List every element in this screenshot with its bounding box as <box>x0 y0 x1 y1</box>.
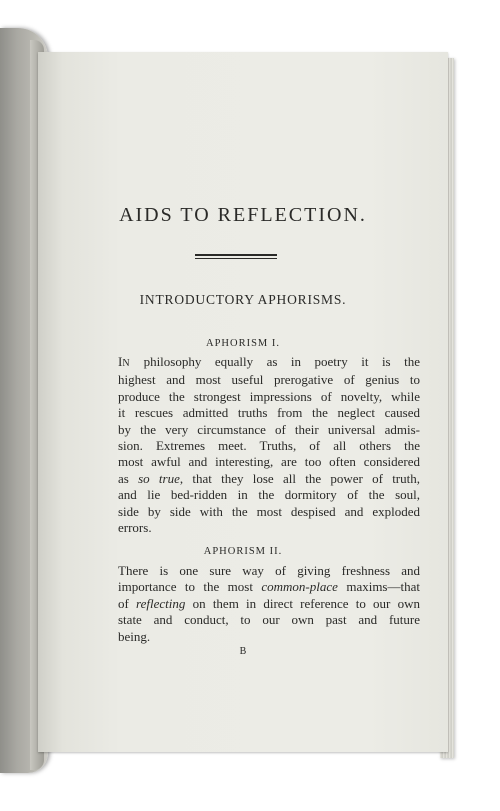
text-line: errors. <box>118 520 152 536</box>
aphorism-2-body <box>118 563 420 645</box>
text-line: side by side with the most despised and exploded <box>118 503 420 519</box>
text-line <box>118 471 420 487</box>
text-line: sion. Extremes meet. Truths, of all others the <box>118 438 420 454</box>
line-text: importance to the most <box>118 579 262 595</box>
line-text: , that they lose all the power of truth, <box>179 470 420 486</box>
aphorism-2-heading: APHORISM II. <box>203 546 283 557</box>
line-text: on them in direct reference to our own <box>185 595 420 611</box>
text-line <box>118 596 420 612</box>
line-text: philosophy equally as in poetry it is the <box>130 354 420 369</box>
italic-emphasis: reflecting <box>136 595 186 611</box>
page-title: AIDS TO REFLECTION. <box>119 204 367 226</box>
dropcap-small-caps: N <box>122 358 131 369</box>
text-line: highest and most useful prerogative of genius to <box>118 372 420 388</box>
text-line: being. <box>118 628 151 644</box>
text-line: most awful and interesting, are too often considered <box>118 454 420 470</box>
line-text: maxims—that <box>337 579 420 595</box>
text-line: There is one sure way of giving freshness and <box>118 563 420 578</box>
text-line <box>118 579 420 595</box>
italic-emphasis: so true <box>138 470 180 486</box>
text-line <box>118 354 420 372</box>
italic-emphasis: common-place <box>261 579 338 595</box>
text-line: state and conduct, to our own past and future <box>118 612 420 628</box>
title-rule-thick <box>195 254 277 256</box>
book-page <box>38 52 448 752</box>
page-signature-mark: B <box>239 646 247 657</box>
text-line: produce the strongest impressions of novelty, while <box>118 388 420 404</box>
aphorism-1-body <box>118 354 420 536</box>
aphorism-1-heading: APHORISM I. <box>205 338 280 349</box>
line-text: of <box>118 595 137 611</box>
title-rule-thin <box>195 258 277 259</box>
dropcap-first-letter: I <box>118 354 123 369</box>
section-heading: INTRODUCTORY APHORISMS. <box>139 292 347 307</box>
line-text: as <box>118 470 139 486</box>
text-line: it rescues admitted truths from the neglect caused <box>118 405 420 421</box>
text-line: and lie bed-ridden in the dormitory of the soul, <box>118 487 420 503</box>
text-line: by the very circumstance of their universal admis- <box>118 421 420 437</box>
